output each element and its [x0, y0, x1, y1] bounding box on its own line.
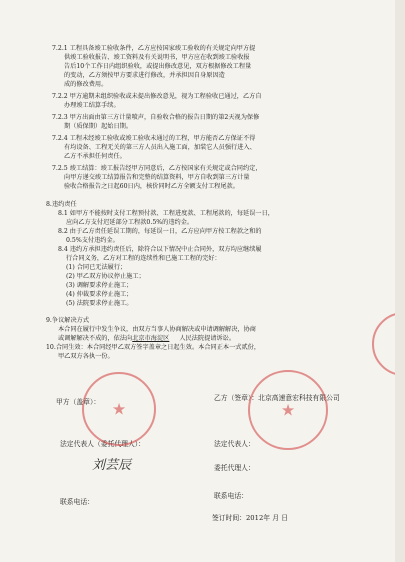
breach-line: 8.1 如甲方不能按时支付工程预付款、工程进度款、工程尾款的，每延误一日，	[58, 210, 274, 217]
dispute-line: 本合同在履行中发生争议，由双方当事人协商解决或申请调解解决，协商	[58, 326, 256, 333]
breach-line: (1) 合同已无法履行；	[66, 264, 127, 271]
clause-line: 7.2.3 甲方出面由第三方计量喷声，自验收合格的报告日期的第2天视为保修	[52, 114, 260, 121]
breach-line: (2) 甲乙双方协议停止施工；	[66, 273, 145, 280]
clause-line: 乙方不承担任何责任。	[64, 153, 126, 160]
dispute-heading: 9.争议解决方式	[46, 317, 90, 324]
clause-line: 向甲方递交竣工结算报告和完整的结算资料，甲方自收到第三方计量	[64, 174, 250, 181]
party-b-rep: 法定代表人：	[214, 440, 255, 448]
clause-line: 7.2.5 竣工结算：竣工报告经甲方同意后，乙方按国家有关规定或合同约定，	[52, 165, 262, 172]
court-name: 北京市海淀区	[132, 335, 170, 342]
party-a-rep: 法定代表人（委托代理人）：	[60, 440, 145, 448]
seal-star-icon: ★	[111, 399, 127, 419]
clause-line: 7.2.2 甲方逾期未组织验收或未提出修改意见，视为工程验收已通过，乙方自	[52, 93, 262, 100]
dispute-block	[46, 316, 260, 361]
breach-line: (5) 法院要求停止施工。	[66, 300, 133, 307]
party-a-label: 甲方（盖章）：	[56, 398, 101, 406]
dispute-text: 或调解解决不成的，依法向	[58, 335, 133, 342]
clause-line: 办理竣工结算手续。	[64, 102, 120, 109]
clause-line: 验收合格报告之日起60日内，核价同时乙方全额支付工程尾款。	[64, 183, 239, 190]
sign-date: 签订时间：2012年 月 日	[212, 514, 288, 522]
clause-line: 期（质保期）起始日期。	[64, 123, 133, 130]
party-b-label: 乙方（签章）：北京高速意宏科技有限公司	[214, 394, 340, 402]
clause-line: 的变动，乙方须按甲方要求进行修改，并承担因自身原因造	[64, 72, 225, 79]
clause-line: 7.2.4 工程未经竣工验收或竣工验收未通过的工程，甲方能否乙方保证不得	[52, 135, 256, 142]
dispute-text-end: 人民法院提请诉讼。	[179, 335, 236, 342]
breach-block	[46, 200, 274, 308]
dispute-line	[46, 334, 260, 343]
clause-line: 成的修改费用。	[64, 81, 108, 88]
company-seal-a	[82, 372, 156, 446]
seal-star-icon: ★	[280, 400, 296, 420]
breach-line: (4) 仲裁要求停止施工；	[66, 291, 133, 298]
breach-line: 应向乙方支付迟延部分工程款0.5%的违约金。	[66, 219, 194, 226]
clause-line: 告后10个工作日内组织验收，或提出修改意见，双方根据修改工程量	[64, 63, 252, 70]
page-edge	[395, 0, 405, 562]
party-b-phone: 联系电话：	[214, 492, 248, 500]
party-a-phone: 联系电话：	[60, 498, 94, 506]
clauses-block	[52, 44, 262, 191]
breach-line: (3) 调解要求停止施工；	[66, 282, 133, 289]
breach-line: 8.2 由于乙方责任延误工期的，每延误一日，乙方应向甲方按工程款之和的	[58, 228, 262, 235]
effective-line: 10.合同生效：本合同经甲乙双方签字盖章之日起生效。本合同正本一式贰份，	[46, 344, 261, 351]
breach-heading: 8.违约责任	[46, 201, 77, 208]
effective-line: 甲乙双方各执一份。	[58, 353, 114, 360]
clause-line: 有均设备、工程无关的第三方人员出入施工面，加装它人员强行进入、	[64, 144, 256, 151]
company-seal-b	[248, 370, 328, 450]
handwritten-signature: 刘芸辰	[92, 458, 132, 473]
breach-line: 0.5%支付违约金。	[66, 237, 119, 244]
party-b-agent: 委托代理人：	[214, 464, 255, 472]
clause-line: 供竣工验收报告、竣工资料及有关说明书，甲方应在收到竣工验收报	[64, 54, 250, 61]
breach-line: 8.4 违约方承担违约责任后，除符合以下情况中止合同外，双方均应继续履	[58, 246, 262, 253]
breach-line: 行合同义务，乙方对工程的连续性和已施工工程的完好：	[66, 255, 221, 262]
clause-line: 7.2.1 工程具备竣工验收条件，乙方应按国家竣工验收的有关规定向甲方提	[52, 45, 256, 52]
